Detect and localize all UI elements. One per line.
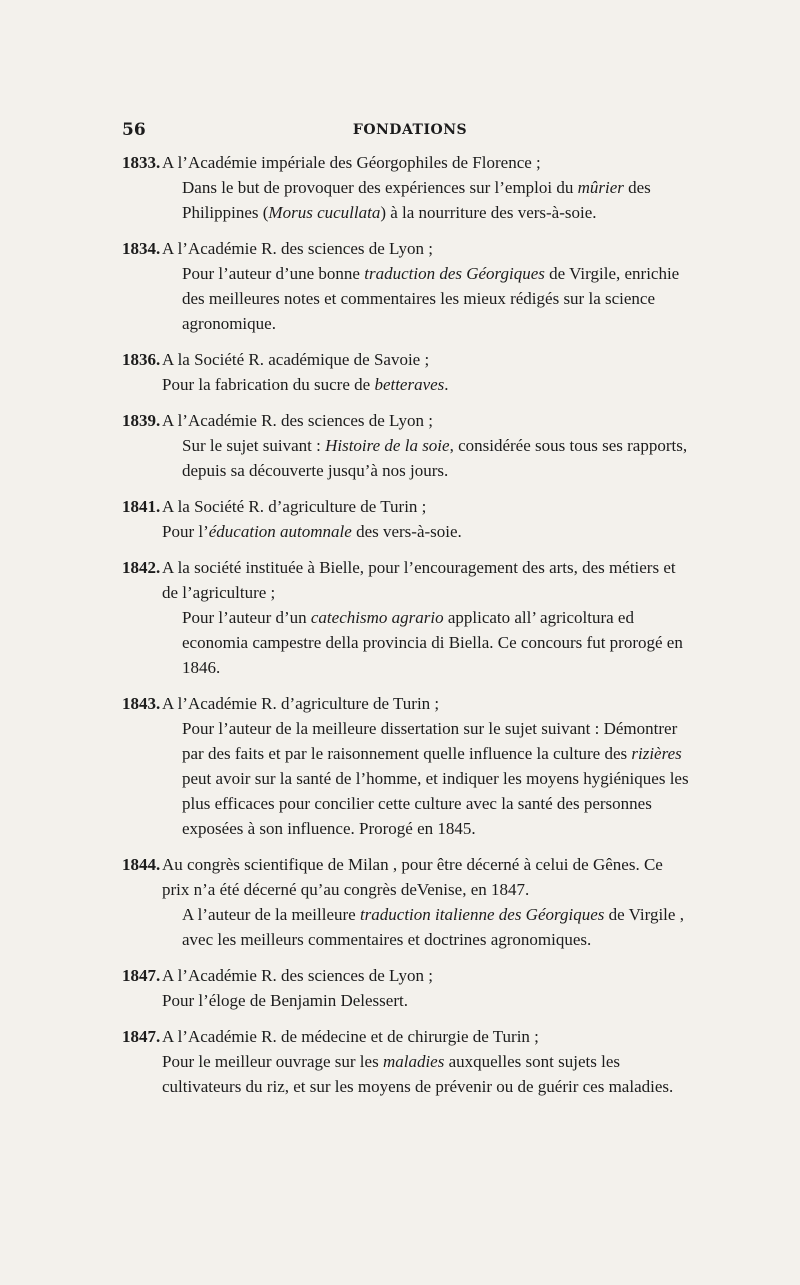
entry-year: 1847. <box>122 966 161 985</box>
entry-description: Pour l’auteur d’une bonne traduction des Géorgiques de Virgile, enrichie des meilleures notes et commentaires les mieux rédigés sur la science agronomique. <box>182 264 680 333</box>
entry-year: 1834. <box>122 239 161 258</box>
entry-1843 <box>122 691 690 841</box>
entry-1841 <box>122 494 690 544</box>
entry-description: Sur le sujet suivant : Histoire de la soie, considérée sous tous ses rapports, depuis sa découverte jusqu’à nos jours. <box>182 436 688 480</box>
entry-1847-lyon <box>122 963 690 1013</box>
entry-description: Pour l’éloge de Benjamin Delessert. <box>162 991 408 1010</box>
entry-institution: A l’Académie R. de médecine et de chirurgie de Turin ; <box>162 1027 539 1046</box>
entry-year: 1844. <box>122 855 161 874</box>
entry-institution: A l’Académie impériale des Géorgophiles de Florence ; <box>162 153 541 172</box>
entry-institution: A l’Académie R. des sciences de Lyon ; <box>162 966 433 985</box>
entry-institution: A l’Académie R. des sciences de Lyon ; <box>162 411 433 430</box>
entry-institution: A la Société R. académique de Savoie ; <box>162 350 430 369</box>
entry-1836 <box>122 347 690 397</box>
entry-institution: Au congrès scientifique de Milan , pour être décerné à celui de Gênes. Ce prix n’a été décerné qu’au congrès deVenise, en 1847. <box>162 855 663 899</box>
entry-year: 1836. <box>122 350 161 369</box>
entry-1844 <box>122 852 690 952</box>
entry-description: Pour la fabrication du sucre de betteraves. <box>162 375 449 394</box>
entry-1834 <box>122 236 690 336</box>
entry-institution: A la société instituée à Bielle, pour l’encouragement des arts, des métiers et de l’agriculture ; <box>162 558 676 602</box>
entry-description: Pour l’auteur de la meilleure dissertation sur le sujet suivant : Démontrer par des faits et par le raisonnement quelle influence la culture des rizières peut avoir sur la santé de l’homme, et indiquer les moyens hygiéniques les plus efficaces pour concilier cette culture avec la santé des personnes exposées à son influence. Prorogé en 1845. <box>182 719 689 838</box>
foundations-list <box>122 150 690 1110</box>
entry-1839 <box>122 408 690 483</box>
entry-year: 1841. <box>122 497 161 516</box>
entry-institution: A l’Académie R. d’agriculture de Turin ; <box>162 694 440 713</box>
entry-1842 <box>122 555 690 680</box>
entry-year: 1842. <box>122 558 161 577</box>
entry-year: 1833. <box>122 153 161 172</box>
entry-institution: A la Société R. d’agriculture de Turin ; <box>162 497 427 516</box>
page-number: 56 <box>122 120 146 140</box>
entry-institution: A l’Académie R. des sciences de Lyon ; <box>162 239 433 258</box>
running-title: FONDATIONS <box>352 122 468 138</box>
entry-year: 1847. <box>122 1027 161 1046</box>
entry-description: Pour l’auteur d’un catechismo agrario applicato all’ agricoltura ed economia campestre della provincia di Biella. Ce concours fut prorogé en 1846. <box>182 608 683 677</box>
entry-year: 1839. <box>122 411 161 430</box>
entry-year: 1843. <box>122 694 161 713</box>
page-header <box>0 120 800 146</box>
entry-1847-turin <box>122 1024 690 1099</box>
entry-description: Pour l’éducation automnale des vers-à-soie. <box>162 522 462 541</box>
entry-description: A l’auteur de la meilleure traduction italienne des Géorgiques de Virgile , avec les meilleurs commentaires et doctrines agronomiques. <box>182 905 684 949</box>
entry-description: Pour le meilleur ouvrage sur les maladies auxquelles sont sujets les cultivateurs du riz, et sur les moyens de prévenir ou de guérir ces maladies. <box>162 1052 674 1096</box>
entry-description: Dans le but de provoquer des expériences sur l’emploi du mûrier des Philippines (Morus cucullata) à la nourriture des vers-à-soie. <box>182 178 651 222</box>
entry-1833 <box>122 150 690 225</box>
